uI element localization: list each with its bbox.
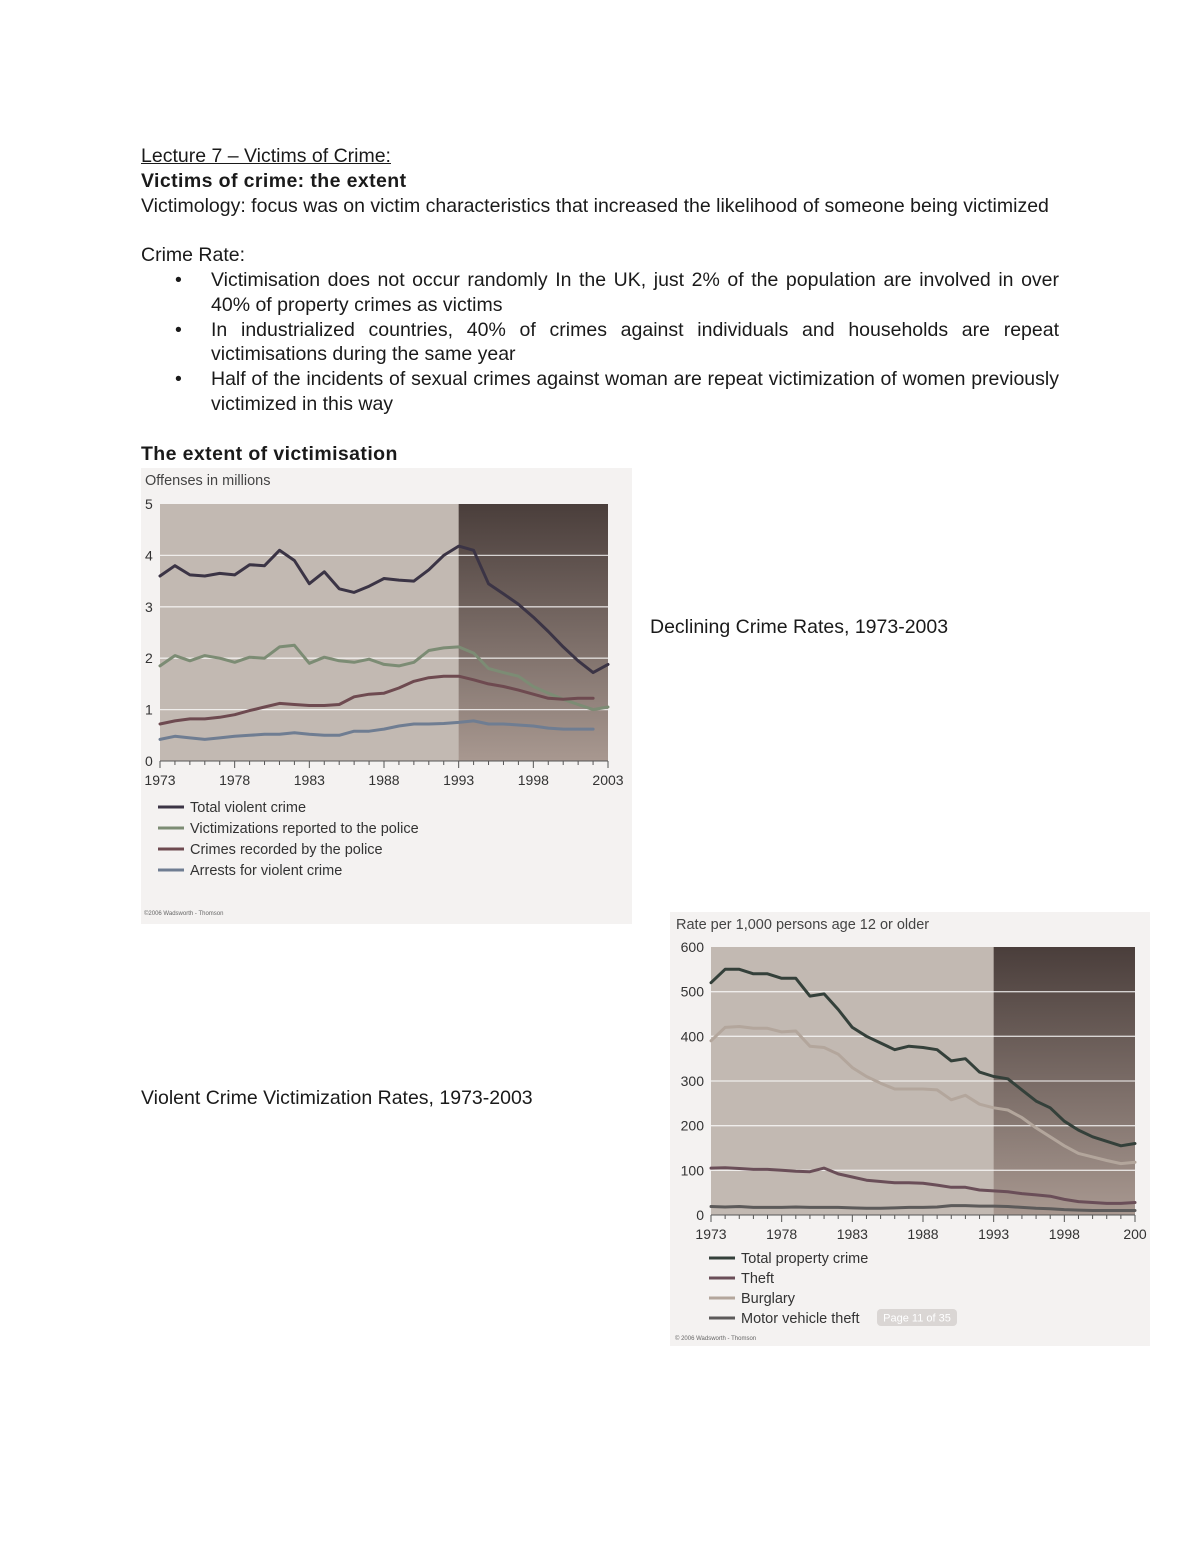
crime-rate-bullets xyxy=(141,268,1059,417)
section-heading-victimisation: The extent of victimisation xyxy=(141,443,398,465)
y-tick-label: 0 xyxy=(696,1207,704,1223)
y-tick-label: 100 xyxy=(680,1162,704,1179)
bullet-text: Victimisation does not occur randomly In the UK, just 2% of the population are involved in over 40% of property crimes as victims xyxy=(211,269,1059,316)
legend-label: Total violent crime xyxy=(190,800,307,816)
x-tick-label: 1988 xyxy=(907,1226,939,1242)
bullet-item xyxy=(141,268,1059,318)
bullet-dot: • xyxy=(175,318,182,341)
y-tick-label: 300 xyxy=(680,1073,704,1089)
legend-label: Total property crime xyxy=(741,1251,869,1267)
x-tick-label: 1998 xyxy=(517,772,549,788)
y-tick-label: 1 xyxy=(145,701,153,718)
x-tick-label: 1983 xyxy=(836,1226,868,1242)
y-tick-label: 3 xyxy=(145,598,153,615)
x-tick-label: 200 xyxy=(1123,1226,1147,1242)
lecture-title: Lecture 7 – Victims of Crime: xyxy=(141,145,391,167)
chart-credit: ©2006 Wadsworth - Thomson xyxy=(144,911,224,917)
chart-declining-crime-rates xyxy=(141,468,632,924)
legend-label: Motor vehicle theft xyxy=(741,1311,860,1327)
bullet-dot: • xyxy=(175,269,182,291)
victimology-paragraph: Victimology: focus was on victim characteristics that increased the likelihood of someone being victimized xyxy=(141,195,1049,217)
y-tick-label: 4 xyxy=(145,547,153,564)
legend-label: Victimizations reported to the police xyxy=(190,821,419,837)
crime-rate-label: Crime Rate: xyxy=(141,244,246,266)
x-tick-label: 1993 xyxy=(443,772,475,788)
x-tick-label: 2003 xyxy=(592,772,624,788)
caption-declining-crime-rates: Declining Crime Rates, 1973-2003 xyxy=(650,616,949,638)
section-heading-extent: Victims of crime: the extent xyxy=(141,170,407,192)
chart-property-crime-rates xyxy=(670,912,1150,1346)
y-tick-label: 5 xyxy=(145,496,153,512)
y-axis-title: Rate per 1,000 persons age 12 or older xyxy=(676,917,930,933)
y-tick-label: 400 xyxy=(680,1028,704,1045)
x-tick-label: 1988 xyxy=(368,772,400,788)
caption-violent-crime-rates: Violent Crime Victimization Rates, 1973-2003 xyxy=(141,1087,533,1109)
y-tick-label: 200 xyxy=(680,1117,704,1134)
x-tick-label: 1973 xyxy=(144,772,176,788)
bullet-text: In industrialized countries, 40% of crimes against individuals and households are repeat victimisations during the same year xyxy=(211,318,1059,366)
y-tick-label: 500 xyxy=(680,983,704,1000)
line-chart-svg xyxy=(670,912,1150,1346)
bullet-item xyxy=(141,367,1059,417)
bullet-text: Half of the incidents of sexual crimes against woman are repeat victimization of women previously victimized in this way xyxy=(211,368,1059,415)
y-tick-label: 0 xyxy=(145,753,153,769)
x-tick-label: 1978 xyxy=(766,1226,798,1242)
x-tick-label: 1998 xyxy=(1048,1226,1080,1242)
bullet-dot: • xyxy=(175,368,182,391)
y-tick-label: 2 xyxy=(145,650,153,667)
x-tick-label: 1978 xyxy=(219,772,251,788)
legend-label: Arrests for violent crime xyxy=(190,863,343,879)
line-chart-svg xyxy=(141,468,632,924)
x-tick-label: 1973 xyxy=(695,1226,727,1242)
legend-label: Burglary xyxy=(741,1291,795,1307)
legend-label: Crimes recorded by the police xyxy=(190,842,383,858)
legend-label: Theft xyxy=(741,1271,775,1287)
x-tick-label: 1983 xyxy=(293,772,325,788)
x-tick-label: 1993 xyxy=(978,1226,1010,1242)
y-axis-title: Offenses in millions xyxy=(145,473,271,489)
page-indicator-text: Page 11 of 35 xyxy=(883,1312,951,1325)
y-tick-label: 600 xyxy=(680,939,704,955)
bullet-item xyxy=(141,318,1059,368)
chart-credit: © 2006 Wadsworth - Thomson xyxy=(675,1336,757,1342)
